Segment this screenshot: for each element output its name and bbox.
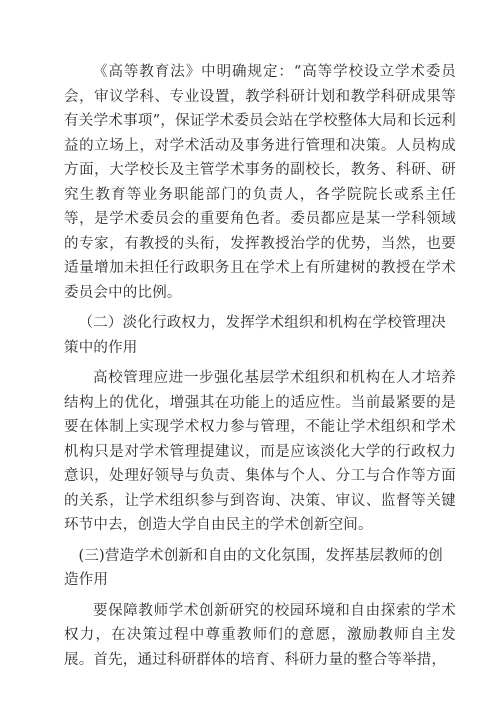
section-heading-3: (三)营造学术创新和自由的文化氛围，发挥基层教师的创造作用 (64, 547, 444, 588)
section-heading-2: （二）淡化行政权力，发挥学术组织和机构在学校管理决策中的作用 (64, 315, 446, 356)
paragraph-academic-committee: 《高等教育法》中明确规定：“高等学校设立学术委员会，审议学科、专业设置，教学科研计划和教学科研成果等有关学术事项”，保证学术委员会站在学校整体大局和长远利益的立场上，对学术活动及事务进行管理和决策。人员构成方面，大学校长及主管学术事务的副校长，教务、科研、研究生教育等业务职能部门的负责人，各学院院长或系主任等，是学术委员会的重要角色者。委员都应是某一学科领域的专家，有教授的头衔，发挥教授治学的优势，当然，也要适量增加未担任行政职务且在学术上有所建树的教授在学术委员会中的比例。 (64, 64, 456, 301)
paragraph-academic-power: 高校管理应进一步强化基层学术组织和机构在人才培养结构上的优化，增强其在功能上的适应性。当前最紧要的是要在体制上实现学术权力参与管理，不能让学术组织和学术机构只是对学术管理提建议，而是应该淡化大学的行政权力意识，处理好领导与负责、集体与个人、分工与合作等方面的关系，让学术组织参与到咨询、决策、审议、监督等关键环节中去，创造大学自由民主的学术创新空间。 (64, 370, 456, 533)
paragraph-teacher-creativity: 要保障教师学术创新研究的校园环境和自由探索的学术权力，在决策过程中尊重教师们的意愿，激励教师自主发展。首先，通过科研群体的培育、科研力量的整合等举措， (64, 602, 456, 668)
document-page (64, 60, 456, 672)
